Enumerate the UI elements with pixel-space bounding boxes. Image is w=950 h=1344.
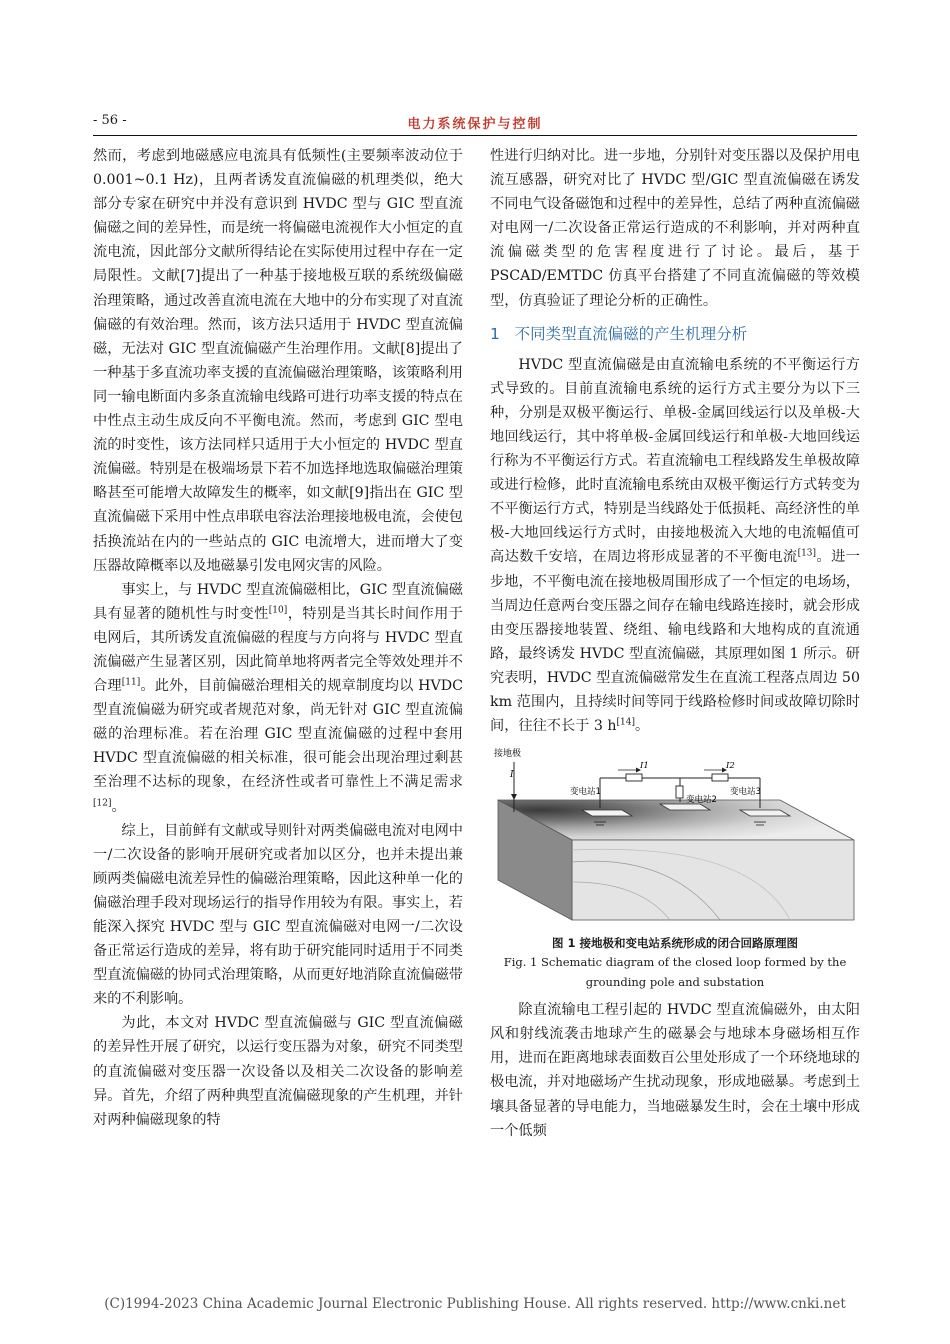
- citation: [13]: [797, 548, 817, 559]
- closed-loop-diagram: [490, 742, 860, 928]
- page-number: - 56 -: [93, 113, 127, 128]
- paragraph: 综上，目前鲜有文献或导则针对两类偏磁电流对电网中一/二次设备的影响开展研究或者加以区分，也并未提出兼顾两类偏磁电流差异性的偏磁治理策略，因此这种单一化的偏磁治理手段对现场运行的指导作用较为有限。事实上，若能深入探究 HVDC 型与 GIC 型直流偏磁对电网一/二次设备正常运行造成的差异，将有助于研究能同时适用于不同类型直流偏磁的协同式治理策略，从而更好地消除直流偏磁带来的不利影响。: [93, 822, 463, 1008]
- paragraph: 性进行归纳对比。进一步地，分别针对变压器以及保护用电流互感器，研究对比了 HVDC 型/GIC 型直流偏磁在诱发不同电气设备磁饱和过程中的差异性，总结了两种直流偏磁对电网一/二次设备正常运行造成的不利影响，并对两种直流偏磁类型的危害程度进行了讨论。最后，基于 PSCAD/EMTDC 仿真平台搭建了不同直流偏磁的等效模型，仿真验证了理论分析的正确性。: [490, 148, 860, 309]
- paragraph: 事实上，与 HVDC 型直流偏磁相比，GIC 型直流偏磁具有显著的随机性与时变性[10]，特别是当其长时间作用于电网后，其所诱发直流偏磁的程度与方向将与 HVDC 型直流偏磁产生显著区别，因此简单地将两者完全等效处理并不合理[11]。此外，目前偏磁治理相关的规章制度均以 HVDC 型直流偏磁为研究或者规范对象，尚无针对 GIC 型直流偏磁的治理标准。若在治理 GIC 型直流偏磁的过程中套用 HVDC 型直流偏磁的相关标准，很可能会出现治理过剩甚至治理不达标的现象，在经济性或者可靠性上不满足需求[12]。: [93, 581, 463, 815]
- label-substation-1: 变电站1: [570, 787, 601, 798]
- paragraph: 除直流输电工程引起的 HVDC 型直流偏磁外，由太阳风和射线流袭击地球产生的磁暴会与地球本身磁场相互作用，进而在距离地球表面数百公里处形成了一个环绕地球的极电流，并对地磁场产生扰动现象，形成地磁暴。考虑到土壤具备显著的导电能力，当地磁暴发生时，会在土壤中形成一个低频: [490, 1002, 860, 1139]
- paragraph: 为此，本文对 HVDC 型直流偏磁与 GIC 型直流偏磁的差异性开展了研究，以运行变压器为对象，研究不同类型的直流偏磁对变压器一次设备以及相关二次设备的影响差异。首先，介绍了两种典型直流偏磁现象的产生机理，并针对两种偏磁现象的特: [93, 1015, 463, 1128]
- citation: [10]: [268, 605, 288, 616]
- citation: [14]: [616, 717, 635, 728]
- copyright-footer: (C)1994-2023 China Academic Journal Electronic Publishing House. All rights reserved. http://www.cnki.net: [104, 1296, 846, 1312]
- label-current-i: I: [510, 770, 514, 781]
- label-current-i1: I1: [640, 761, 649, 772]
- label-current-i2: I2: [726, 761, 735, 772]
- paragraph: 然而，考虑到地磁感应电流具有低频性(主要频率波动位于 0.001~0.1 Hz)，且两者诱发直流偏磁的机理类似，绝大部分专家在研究中并没有意识到 HVDC 型与 GIC 型直流偏磁之间的差异性，而是统一将偏磁电流视作大小恒定的直流电流，因此部分文献所得结论在实际使用过程中存在一定局限性。文献[7]提出了一种基于接地极互联的系统级偏磁治理策略，通过改善直流电流在大地中的分布实现了对直流偏磁的有效治理。然而，该方法只适用于 HVDC 型直流偏磁，无法对 GIC 型直流偏磁产生治理作用。文献[8]提出了一种基于多直流功率支援的直流偏磁治理策略，该策略利用同一输电断面内多条直流输电线路可进行功率支援的特点在中性点主动生成反向不平衡电流。然而，考虑到 GIC 型电流的时变性，该方法同样只适用于大小恒定的 HVDC 型直流偏磁。特别是在极端场景下若不加选择地选取偏磁治理策略甚至可能增大故障发生的概率，如文献[9]指出在 GIC 型直流偏磁下采用中性点串联电容法治理接地极电流，会使包括换流站在内的一些站点的 GIC 电流增大，进而增大了变压器故障概率以及地磁暴引发电网灾害的风险。: [93, 148, 463, 574]
- figure-caption-en: Fig. 1 Schematic diagram of the closed loop formed by the grounding pole and substation: [503, 955, 847, 990]
- label-substation-3: 变电站3: [730, 787, 761, 798]
- left-column: [93, 144, 463, 1132]
- label-grounding-pole: 接地极: [494, 749, 522, 760]
- page-header: [93, 113, 857, 136]
- citation: [11]: [121, 677, 141, 688]
- paragraph: HVDC 型直流偏磁是由直流输电系统的不平衡运行方式导致的。目前直流输电系统的运行方式主要分为以下三种，分别是双极平衡运行、单极-金属回线运行以及单极-大地回线运行，其中将单极-金属回线运行和单极-大地回线运行称为不平衡运行方式。若直流输电工程线路发生单极故障或进行检修，此时直流输电系统由双极平衡运行方式转变为不平衡运行方式，特别是当线路处于低损耗、高经济性的单极-大地回线运行方式时，由接地极流入大地的电流幅值可高达数千安培，在周边将形成显著的不平衡电流[13]。进一步地，不平衡电流在接地极周围形成了一个恒定的电场场，当周边任意两台变压器之间存在输电线路连接时，就会形成由变压器接地装置、绕组、输电线路和大地构成的直流通路，最终诱发 HVDC 型直流偏磁，其原理如图 1 所示。研究表明，HVDC 型直流偏磁常发生在直流工程落点周边 50 km 范围内，且持续时间等同于线路检修时间或故障切除时间，往往不长于 3 h[14]。: [490, 356, 860, 735]
- figure-1: [490, 742, 860, 928]
- citation: [12]: [93, 797, 112, 808]
- section-number: 1: [490, 324, 500, 343]
- right-column: [490, 144, 860, 1143]
- ground-front-face: [572, 840, 854, 920]
- figure-caption-cn: 图 1 接地极和变电站系统形成的闭合回路原理图: [551, 936, 798, 951]
- section-title: 不同类型直流偏磁的产生机理分析: [514, 324, 748, 343]
- label-substation-2: 变电站2: [686, 795, 717, 806]
- journal-title: 电力系统保护与控制: [407, 117, 543, 132]
- section-heading: [490, 321, 860, 347]
